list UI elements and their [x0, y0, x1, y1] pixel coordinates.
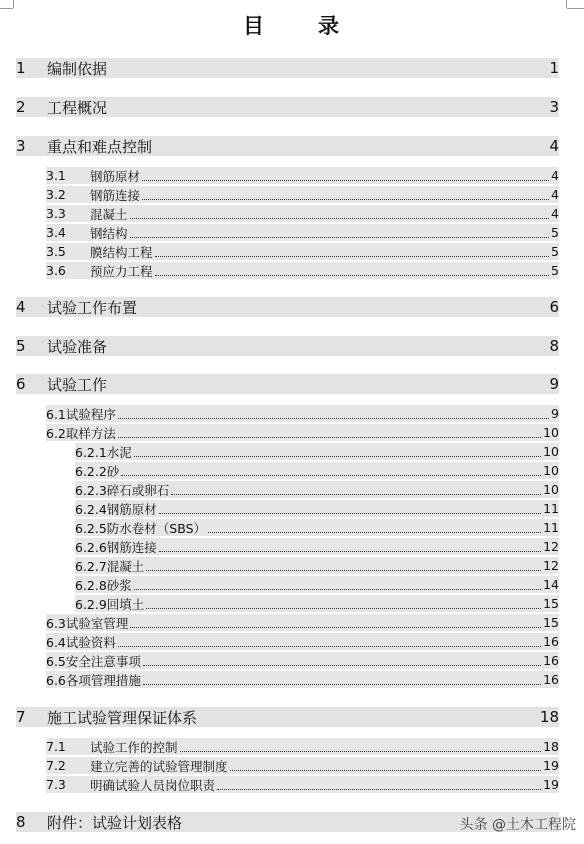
dot-leader	[159, 551, 541, 552]
entry-title: 施工试验管理保证体系	[47, 708, 198, 727]
entry-number: 4	[16, 298, 26, 316]
entry-page: 3	[549, 98, 559, 116]
entry-number: 3.4	[46, 225, 66, 240]
toc-entry[interactable]	[46, 405, 559, 422]
entry-title: 6.2.2砂	[75, 463, 120, 479]
toc-entry[interactable]	[46, 738, 559, 755]
entry-page: 10	[543, 425, 559, 440]
toc-entry[interactable]	[46, 633, 559, 650]
dot-leader	[118, 418, 549, 419]
toc-entry[interactable]	[16, 58, 559, 78]
entry-title: 6.2.6钢筋连接	[75, 539, 157, 555]
entry-page: 19	[543, 777, 559, 792]
entry-number: 7.3	[46, 777, 66, 792]
entry-page: 4	[551, 168, 559, 183]
dot-leader	[130, 627, 541, 628]
entry-title: 明确试验人员岗位职责	[90, 777, 216, 793]
toc-entry[interactable]	[75, 500, 559, 517]
dot-leader	[130, 237, 550, 238]
entry-page: 12	[543, 539, 559, 554]
crop-mark	[13, 0, 14, 8]
toc-entry[interactable]	[16, 97, 559, 117]
entry-page: 9	[549, 375, 559, 393]
entry-page: 10	[543, 444, 559, 459]
entry-title: 6.5安全注意事项	[46, 653, 141, 669]
toc-entry[interactable]	[75, 595, 559, 612]
dot-leader	[155, 275, 550, 276]
toc-entry[interactable]	[46, 776, 559, 793]
toc-entry[interactable]	[46, 424, 559, 441]
entry-number: 2	[16, 98, 26, 116]
entry-page: 15	[543, 615, 559, 630]
entry-number: 5	[16, 337, 26, 355]
dot-leader	[230, 770, 542, 771]
entry-title: 6.6各项管理措施	[46, 672, 141, 688]
dot-leader	[146, 570, 541, 571]
entry-title: 钢筋原材	[90, 168, 141, 184]
entry-page: 16	[543, 653, 559, 668]
crop-mark	[567, 8, 584, 9]
entry-page: 5	[551, 225, 559, 240]
toc-entry[interactable]	[46, 757, 559, 774]
entry-title: 预应力工程	[90, 263, 153, 279]
toc-entry[interactable]	[16, 136, 559, 156]
entry-title: 6.1试验程序	[46, 406, 116, 422]
entry-page: 19	[543, 758, 559, 773]
entry-title: 附件：试验计划表格	[47, 813, 183, 832]
toc-entry[interactable]	[46, 224, 559, 241]
toc-entry[interactable]	[16, 297, 559, 317]
entry-number: 3	[16, 137, 26, 155]
toc-entry[interactable]	[75, 576, 559, 593]
dot-leader	[143, 665, 541, 666]
toc-entry[interactable]	[75, 519, 559, 536]
entry-title: 6.3试验室管理	[46, 615, 129, 631]
dot-leader	[146, 608, 541, 609]
dot-leader	[118, 646, 541, 647]
watermark: 头条 @土木工程院	[459, 817, 576, 833]
entry-number: 3.2	[46, 187, 66, 202]
dot-leader	[217, 789, 541, 790]
entry-number: 1	[16, 59, 26, 77]
entry-title: 6.2.1水泥	[75, 444, 132, 460]
toc-entry[interactable]	[75, 462, 559, 479]
crop-mark	[566, 0, 567, 8]
entry-page: 18	[539, 708, 559, 726]
entry-page: 16	[543, 672, 559, 687]
toc-entry[interactable]	[46, 205, 559, 222]
entry-page: 4	[549, 137, 559, 155]
entry-number: 3.3	[46, 206, 66, 221]
entry-title: 建立完善的试验管理制度	[90, 758, 228, 774]
entry-number: 6	[16, 375, 26, 393]
entry-number: 8	[16, 813, 26, 831]
entry-title: 试验工作布置	[47, 298, 138, 317]
entry-page: 4	[551, 187, 559, 202]
entry-page: 8	[549, 337, 559, 355]
entry-title: 6.2.8砂浆	[75, 577, 132, 593]
title-char: 目	[243, 13, 266, 38]
entry-title: 6.2.3碎石或卵石	[75, 482, 170, 498]
toc-entry[interactable]	[75, 481, 559, 498]
toc-entry[interactable]	[46, 262, 559, 279]
entry-title: 试验准备	[47, 337, 108, 356]
entry-page: 18	[543, 739, 559, 754]
toc-entry[interactable]	[16, 374, 559, 394]
entry-title: 混凝土	[90, 206, 128, 222]
entry-page: 6	[549, 298, 559, 316]
entry-page: 14	[543, 577, 559, 592]
entry-title: 膜结构工程	[90, 244, 153, 260]
dot-leader	[142, 180, 549, 181]
dot-leader	[171, 494, 541, 495]
dot-leader	[208, 532, 541, 533]
entry-page: 11	[543, 520, 559, 535]
toc-entry[interactable]	[75, 557, 559, 574]
entry-title: 试验工作	[47, 375, 108, 394]
dot-leader	[142, 199, 549, 200]
toc-entry[interactable]	[46, 652, 559, 669]
dot-leader	[134, 456, 541, 457]
toc-entry[interactable]	[46, 243, 559, 260]
entry-number: 3.6	[46, 263, 66, 278]
entry-title: 6.2.5防水卷材（SBS）	[75, 520, 207, 536]
toc-entry[interactable]	[75, 538, 559, 555]
dot-leader	[159, 513, 541, 514]
dot-leader	[180, 751, 542, 752]
dot-leader	[130, 218, 550, 219]
entry-page: 4	[551, 206, 559, 221]
entry-page: 9	[551, 406, 559, 421]
entry-title: 6.2.9回填土	[75, 596, 145, 612]
entry-title: 钢结构	[90, 225, 128, 241]
toc-entry[interactable]	[46, 614, 559, 631]
entry-number: 7.1	[46, 739, 66, 754]
toc-entry[interactable]	[46, 167, 559, 184]
entry-number: 3.5	[46, 244, 66, 259]
entry-title: 编制依据	[47, 59, 108, 78]
entry-page: 12	[543, 558, 559, 573]
toc-entry[interactable]	[46, 186, 559, 203]
crop-mark	[0, 8, 13, 9]
title-char: 录	[318, 13, 341, 38]
entry-page: 1	[549, 59, 559, 77]
toc-entry[interactable]	[46, 671, 559, 688]
entry-page: 16	[543, 634, 559, 649]
entry-page: 11	[543, 501, 559, 516]
dot-leader	[155, 256, 550, 257]
entry-page: 5	[551, 263, 559, 278]
entry-title: 重点和难点控制	[47, 137, 153, 156]
entry-title: 工程概况	[47, 98, 108, 117]
entry-number: 3.1	[46, 168, 66, 183]
entry-title: 6.2取样方法	[46, 425, 116, 441]
entry-number: 7	[16, 708, 26, 726]
entry-page: 10	[543, 482, 559, 497]
entry-title: 试验工作的控制	[90, 739, 178, 755]
toc-entry[interactable]	[16, 707, 559, 727]
entry-title: 6.2.7混凝土	[75, 558, 145, 574]
entry-title: 6.2.4钢筋原材	[75, 501, 157, 517]
entry-number: 7.2	[46, 758, 66, 773]
toc-entry[interactable]	[16, 336, 559, 356]
toc-title	[0, 10, 584, 40]
entry-title: 钢筋连接	[90, 187, 141, 203]
dot-leader	[121, 475, 541, 476]
entry-page: 5	[551, 244, 559, 259]
entry-page: 10	[543, 463, 559, 478]
entry-title: 6.4试验资料	[46, 634, 116, 650]
dot-leader	[134, 589, 541, 590]
dot-leader	[118, 437, 541, 438]
dot-leader	[143, 684, 541, 685]
entry-page: 15	[543, 596, 559, 611]
toc-entry[interactable]	[75, 443, 559, 460]
